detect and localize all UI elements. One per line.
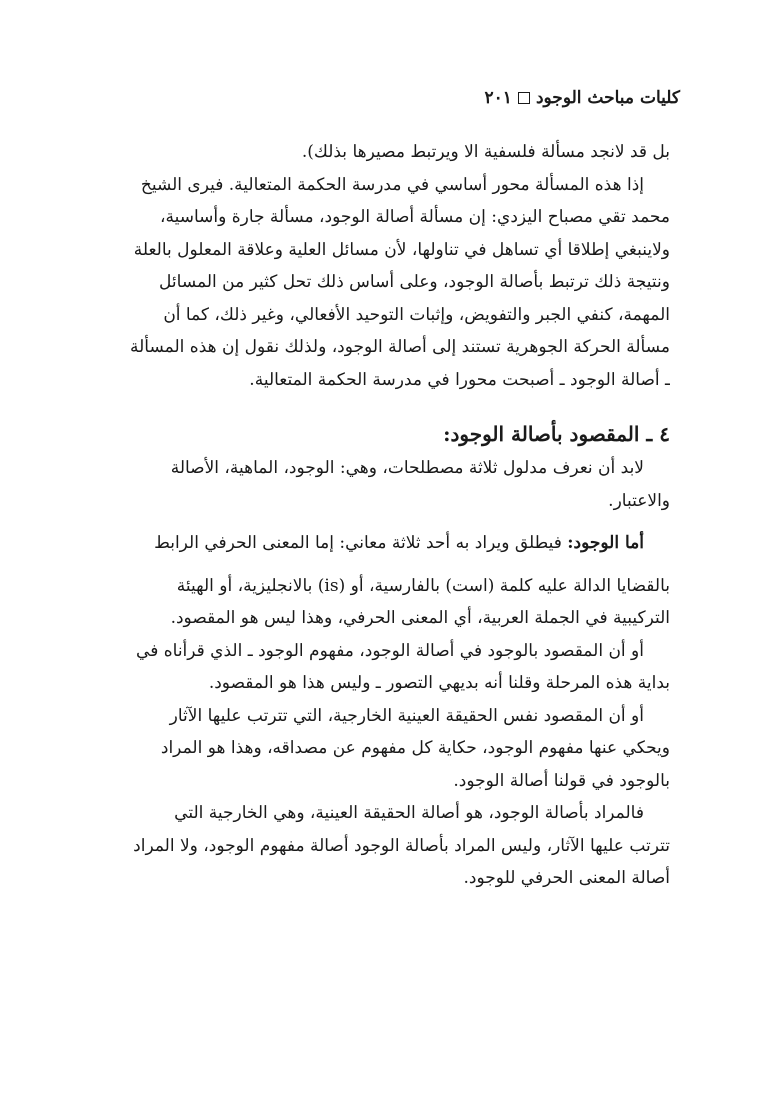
text-line: ولاينبغي إطلاقا أي تساهل في تناولها، لأن مسائل العلية وعلاقة المعلول بالعلة bbox=[133, 239, 670, 260]
text-line: التركيبية في الجملة العربية، أي المعنى الحرفي، وهذا ليس هو المقصود. bbox=[170, 608, 670, 628]
text-line: ونتيجة ذلك ترتبط بأصالة الوجود، وعلى أساس ذلك تحل كثير من المسائل bbox=[159, 272, 670, 292]
text-line: بداية هذه المرحلة وقلنا أنه بديهي التصور ـ وليس هذا هو المقصود. bbox=[208, 673, 670, 693]
text-line: أو أن المقصود نفس الحقيقة العينية الخارجية، التي تترتب عليها الآثار bbox=[169, 705, 644, 726]
section-heading: ٤ ـ المقصود بأصالة الوجود: bbox=[443, 422, 670, 446]
paragraph-1 bbox=[110, 136, 670, 169]
text-line: محمد تقي مصباح اليزدي: إن مسألة أصالة الوجود، مسألة جارة وأساسية، bbox=[159, 207, 670, 227]
header-title: كليات مباحث الوجود bbox=[535, 88, 680, 108]
paragraph-5 bbox=[110, 700, 670, 798]
text-line: إذا هذه المسألة محور أساسي في مدرسة الحكمة المتعالية. فيرى الشيخ bbox=[140, 174, 644, 195]
paragraph-3 bbox=[110, 527, 670, 635]
text-line: ـ أصالة الوجود ـ أصبحت محورا في مدرسة الحكمة المتعالية. bbox=[249, 369, 670, 390]
text-line: أصالة المعنى الحرفي للوجود. bbox=[463, 868, 670, 888]
header-square-icon bbox=[518, 92, 530, 104]
text-line: بل قد لانجد مسألة فلسفية الا ويرتبط مصيرها بذلك). bbox=[301, 142, 670, 162]
page-number: ٢٠١ bbox=[484, 88, 512, 108]
text-span: فيطلق ويراد به أحد ثلاثة معاني: إما المعنى الحرفي الرابط bbox=[154, 533, 568, 553]
spacer bbox=[110, 560, 670, 570]
spacer bbox=[110, 517, 670, 527]
body-text bbox=[110, 136, 670, 895]
section-4 bbox=[110, 416, 670, 517]
term-lead: أما الوجود: bbox=[567, 533, 644, 553]
text-line: لابد أن نعرف مدلول ثلاثة مصطلحات، وهي: الوجود، الماهية، الأصالة bbox=[170, 458, 644, 478]
text-line: فالمراد بأصالة الوجود، هو أصالة الحقيقة العينية، وهي الخارجية التي bbox=[174, 803, 644, 823]
text-line bbox=[110, 527, 670, 560]
text-line: تترتب عليها الآثار، وليس المراد بأصالة الوجود أصالة مفهوم الوجود، ولا المراد bbox=[133, 835, 670, 856]
text-line: والاعتبار. bbox=[608, 490, 670, 511]
spacer bbox=[110, 396, 670, 416]
paragraph-6 bbox=[110, 797, 670, 895]
text-line: المهمة، كنفي الجبر والتفويض، وإثبات التوحيد الأفعالي، وغير ذلك، كما أن bbox=[163, 304, 670, 325]
text-line: بالوجود في قولنا أصالة الوجود. bbox=[453, 770, 670, 791]
text-line: أو أن المقصود بالوجود في أصالة الوجود، مفهوم الوجود ـ الذي قرأناه في bbox=[136, 640, 644, 661]
running-header bbox=[485, 88, 680, 108]
text-line: مسألة الحركة الجوهرية تستند إلى أصالة الوجود، ولذلك نقول إن هذه المسألة bbox=[130, 337, 670, 357]
paragraph-2 bbox=[110, 169, 670, 397]
text-line: بالقضايا الدالة عليه كلمة (است) بالفارسية، أو (is) بالانجليزية، أو الهيئة bbox=[176, 575, 670, 596]
paragraph-4 bbox=[110, 635, 670, 700]
text-line: ويحكي عنها مفهوم الوجود، حكاية كل مفهوم عن مصداقه، وهذا هو المراد bbox=[160, 738, 670, 758]
